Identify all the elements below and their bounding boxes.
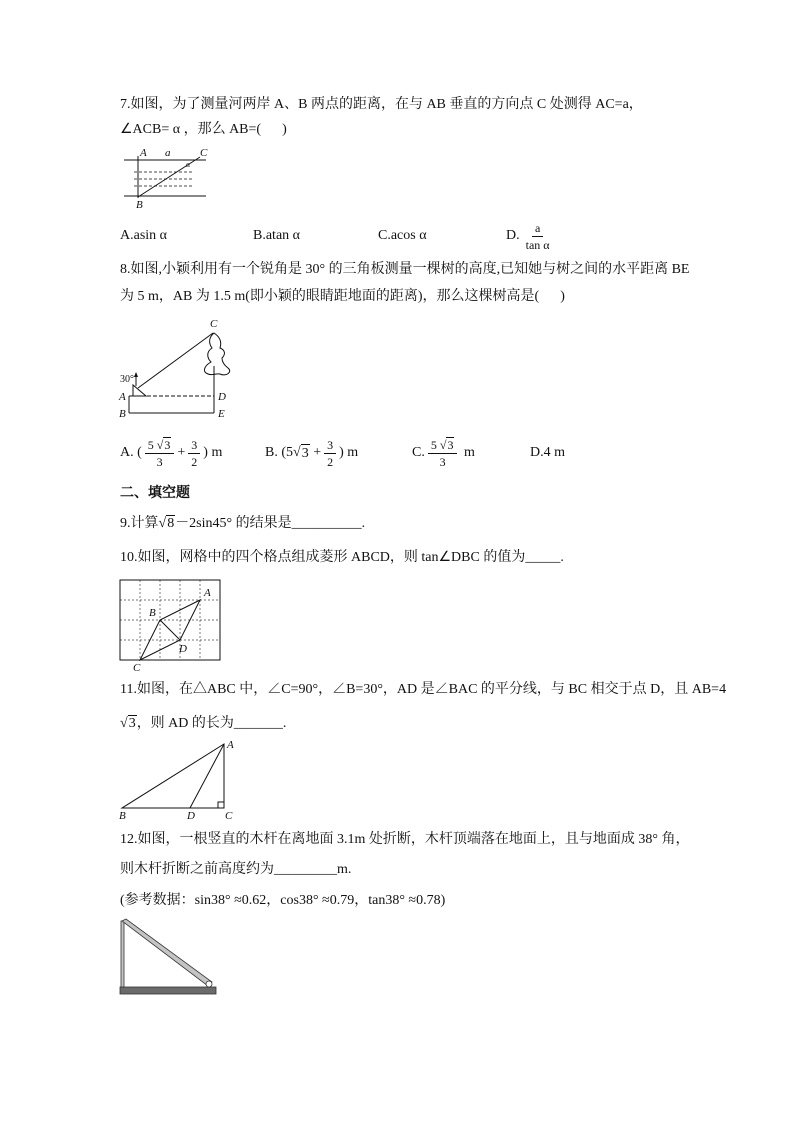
q11-stem-line2: [120, 715, 286, 733]
q12-broken-pole-figure: [116, 916, 220, 998]
q8-stem-line2: 为 5 m，AB 为 1.5 m(即小颖的眼睛距地面的距离)，那么这棵树高是( ): [120, 289, 565, 304]
q8-tree-figure: [116, 316, 236, 420]
q10-stem: 10.如图，网格中的四个格点组成菱形 ABCD，则 tan∠DBC 的值为_____.: [120, 550, 564, 565]
fraction-numerator: a: [532, 221, 543, 237]
label-angle-alpha: α: [186, 160, 191, 169]
arrow-head-icon: [134, 372, 138, 377]
label-point-a: A: [204, 587, 211, 599]
sqrt-symbol: √: [158, 516, 167, 531]
label-point-b: B: [119, 810, 126, 822]
q12-stem-line2: 则木杆折断之前高度约为_________m.: [120, 862, 352, 877]
fraction-denominator: tan α: [525, 237, 550, 252]
fallen-pole: [122, 919, 212, 986]
q7-river-figure: [120, 146, 212, 210]
fraction-numerator: 3: [188, 438, 200, 454]
radicand: 3: [301, 445, 309, 461]
label-point-d: D: [218, 391, 226, 403]
q7-option-d-fraction: [523, 221, 553, 252]
q8-option-d: D.4 m: [530, 445, 565, 460]
q7-option-d: [506, 220, 556, 252]
fraction-numerator: [145, 438, 175, 454]
q8-option-c-suffix: m: [460, 445, 475, 460]
q7-stem-line2: ∠ACB= α ，那么 AB=( ): [120, 122, 287, 137]
label-point-c: C: [210, 318, 218, 330]
bisector-ad: [190, 744, 224, 808]
q11-stem-line1: 11.如图，在△ABC 中，∠C=90°，∠B=30°，AD 是∠BAC 的平分线，与 BC 相交于点 D，且 AB=4: [120, 682, 727, 697]
q7-option-b: B.atan α: [253, 228, 300, 243]
label-point-b: B: [149, 607, 156, 619]
q7-option-a: A.asin α: [120, 228, 167, 243]
sight-line-ac: [138, 333, 213, 388]
q7-stem-line1: 7.如图，为了测量河两岸 A、B 两点的距离，在与 AB 垂直的方向点 C 处测得 AC=a，: [120, 97, 643, 112]
fraction-denominator: 2: [191, 454, 198, 469]
q8-option-a-fraction-1: [145, 438, 175, 469]
q9-prefix: 9.计算: [120, 516, 159, 531]
sqrt-symbol: √: [120, 716, 128, 731]
coefficient: 5: [430, 437, 437, 452]
ground-bar: [120, 987, 216, 994]
fraction-denominator: 3: [156, 454, 163, 469]
q12-stem-line1: 12.如图，一根竖直的木杆在离地面 3.1m 处折断，木杆顶端落在地面上，且与地面成 38° 角，: [120, 832, 690, 847]
triangle-abc: [122, 744, 224, 808]
segment-bc: [138, 157, 200, 197]
q8-stem-line1: 8.如图,小颖利用有一个锐角是 30° 的三角板测量一棵树的高度,已知她与树之间的水平距离 BE: [120, 262, 690, 277]
label-length-a: a: [165, 147, 171, 159]
section-heading-fill-in: 二、填空题: [120, 485, 190, 501]
q8-option-b: [265, 437, 358, 469]
sqrt-symbol: √: [156, 437, 164, 452]
radicand: 3: [447, 437, 454, 452]
q8-option-c-fraction: [428, 438, 458, 469]
fraction-numerator: 3: [324, 438, 336, 454]
radicand: 8: [167, 516, 175, 531]
q8-option-a: [120, 437, 222, 469]
right-angle-mark: [218, 802, 224, 808]
q8-option-b-suffix: ) m: [339, 445, 359, 460]
q9-stem: [120, 515, 365, 533]
q8-option-b-prefix: B. (5: [265, 445, 293, 460]
q12-reference-data: (参考数据：sin38° ≈0.62，cos38° ≈0.79，tan38° ≈0.78): [120, 893, 446, 908]
sqrt-symbol: √: [439, 437, 447, 452]
q7-option-d-prefix: D.: [506, 228, 520, 243]
q10-grid-figure: [118, 576, 226, 674]
plus-sign: +: [309, 445, 322, 460]
q8-option-b-fraction: [324, 438, 336, 469]
label-point-c: C: [225, 810, 233, 822]
fraction-denominator: 3: [439, 454, 446, 469]
label-point-e: E: [218, 408, 225, 420]
q7-option-c: C.acos α: [378, 228, 427, 243]
pole-tip-circle: [206, 981, 212, 987]
fraction-numerator: [428, 438, 458, 454]
sqrt-symbol: √: [293, 445, 301, 460]
q8-option-c: [412, 437, 475, 469]
label-point-d: D: [179, 643, 187, 655]
label-point-a: A: [227, 739, 234, 751]
diagonal-bd: [160, 620, 180, 640]
label-point-d: D: [187, 810, 195, 822]
radicand: 3: [164, 437, 171, 452]
q8-option-a-prefix: A. (: [120, 445, 142, 460]
label-point-b: B: [119, 408, 126, 420]
radicand: 3: [128, 716, 136, 731]
label-point-a: A: [119, 391, 126, 403]
q11-line2-suffix: ，则 AD 的长为_______.: [136, 716, 287, 731]
q8-option-a-suffix: ) m: [203, 445, 223, 460]
standing-pole: [121, 921, 124, 987]
plus-sign: +: [177, 445, 186, 460]
label-angle-30: 30°: [120, 374, 134, 385]
fraction-denominator: 2: [327, 454, 334, 469]
label-point-b: B: [136, 199, 143, 211]
label-point-c: C: [133, 662, 141, 674]
q9-suffix: －2sin45° 的结果是__________.: [175, 516, 366, 531]
label-point-c: C: [200, 147, 208, 159]
label-point-a: A: [140, 147, 147, 159]
q8-option-c-prefix: C.: [412, 445, 425, 460]
q11-triangle-figure: [116, 736, 240, 822]
tree-crown: [204, 333, 229, 375]
q8-option-a-fraction-2: [188, 438, 200, 469]
coefficient: 5: [147, 437, 154, 452]
